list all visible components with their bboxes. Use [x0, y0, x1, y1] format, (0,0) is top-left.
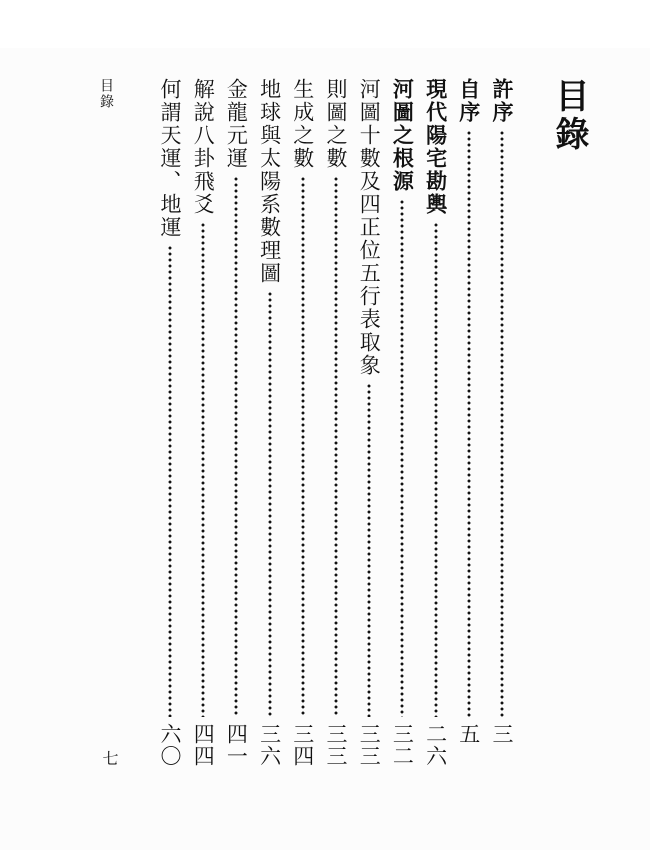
toc-entry	[323, 78, 349, 776]
toc-entry-title: 河圖之根源	[390, 78, 415, 193]
toc-entry-page: 二六	[423, 723, 448, 767]
toc-entry	[257, 78, 283, 776]
leader-dots	[268, 291, 272, 717]
page-number: 七	[100, 750, 119, 766]
toc-entry	[223, 78, 249, 776]
toc-entry-title: 河圖十數及四正位五行表取象	[357, 78, 382, 377]
toc-entry-page: 四四	[191, 723, 216, 767]
leader-dots	[168, 245, 172, 717]
toc-entry-title: 生成之數	[290, 78, 315, 170]
toc-entry	[389, 78, 415, 776]
leader-dots	[500, 130, 504, 717]
toc-entry	[190, 78, 216, 776]
leader-dots	[334, 176, 338, 717]
leader-dots	[234, 176, 238, 717]
toc-entry	[157, 78, 183, 776]
toc-entry-title: 則圖之數	[324, 78, 348, 170]
leader-dots	[301, 176, 305, 717]
toc-entry	[423, 78, 449, 776]
toc-entry-title: 何謂天運、地運	[158, 78, 182, 239]
toc-entry-page: 三三	[357, 723, 382, 767]
running-head: 目錄	[98, 78, 114, 110]
toc-entry-title: 金龍元運	[224, 78, 249, 170]
toc-entry-page: 五	[456, 723, 481, 745]
toc-entry	[356, 78, 382, 776]
leader-dots	[434, 222, 438, 717]
toc-entry-page: 三六	[257, 723, 282, 767]
toc-entry-title: 現代陽宅勘輿	[423, 78, 448, 216]
leader-dots	[201, 222, 205, 717]
toc-entry-page: 三三	[324, 723, 348, 767]
leader-dots	[367, 383, 371, 717]
toc-entry-page: 四一	[224, 723, 249, 767]
toc-entry-page: 三	[490, 723, 514, 745]
page-title: 目錄	[549, 78, 589, 154]
toc-entry-title: 自序	[456, 78, 481, 124]
toc-entry-title: 地球與太陽系數理圖	[257, 78, 282, 285]
toc-entry-title: 許序	[490, 78, 514, 124]
leader-dots	[467, 130, 471, 717]
leader-dots	[400, 199, 404, 717]
toc-entry	[456, 78, 482, 776]
toc-entry-page: 三四	[290, 723, 315, 767]
toc-entry-page: 六〇	[158, 723, 182, 767]
toc-entry-page: 三二	[390, 723, 415, 767]
toc-entry-title: 解說八卦飛爻	[191, 78, 216, 216]
toc-entry	[489, 78, 515, 776]
toc-entry	[290, 78, 316, 776]
